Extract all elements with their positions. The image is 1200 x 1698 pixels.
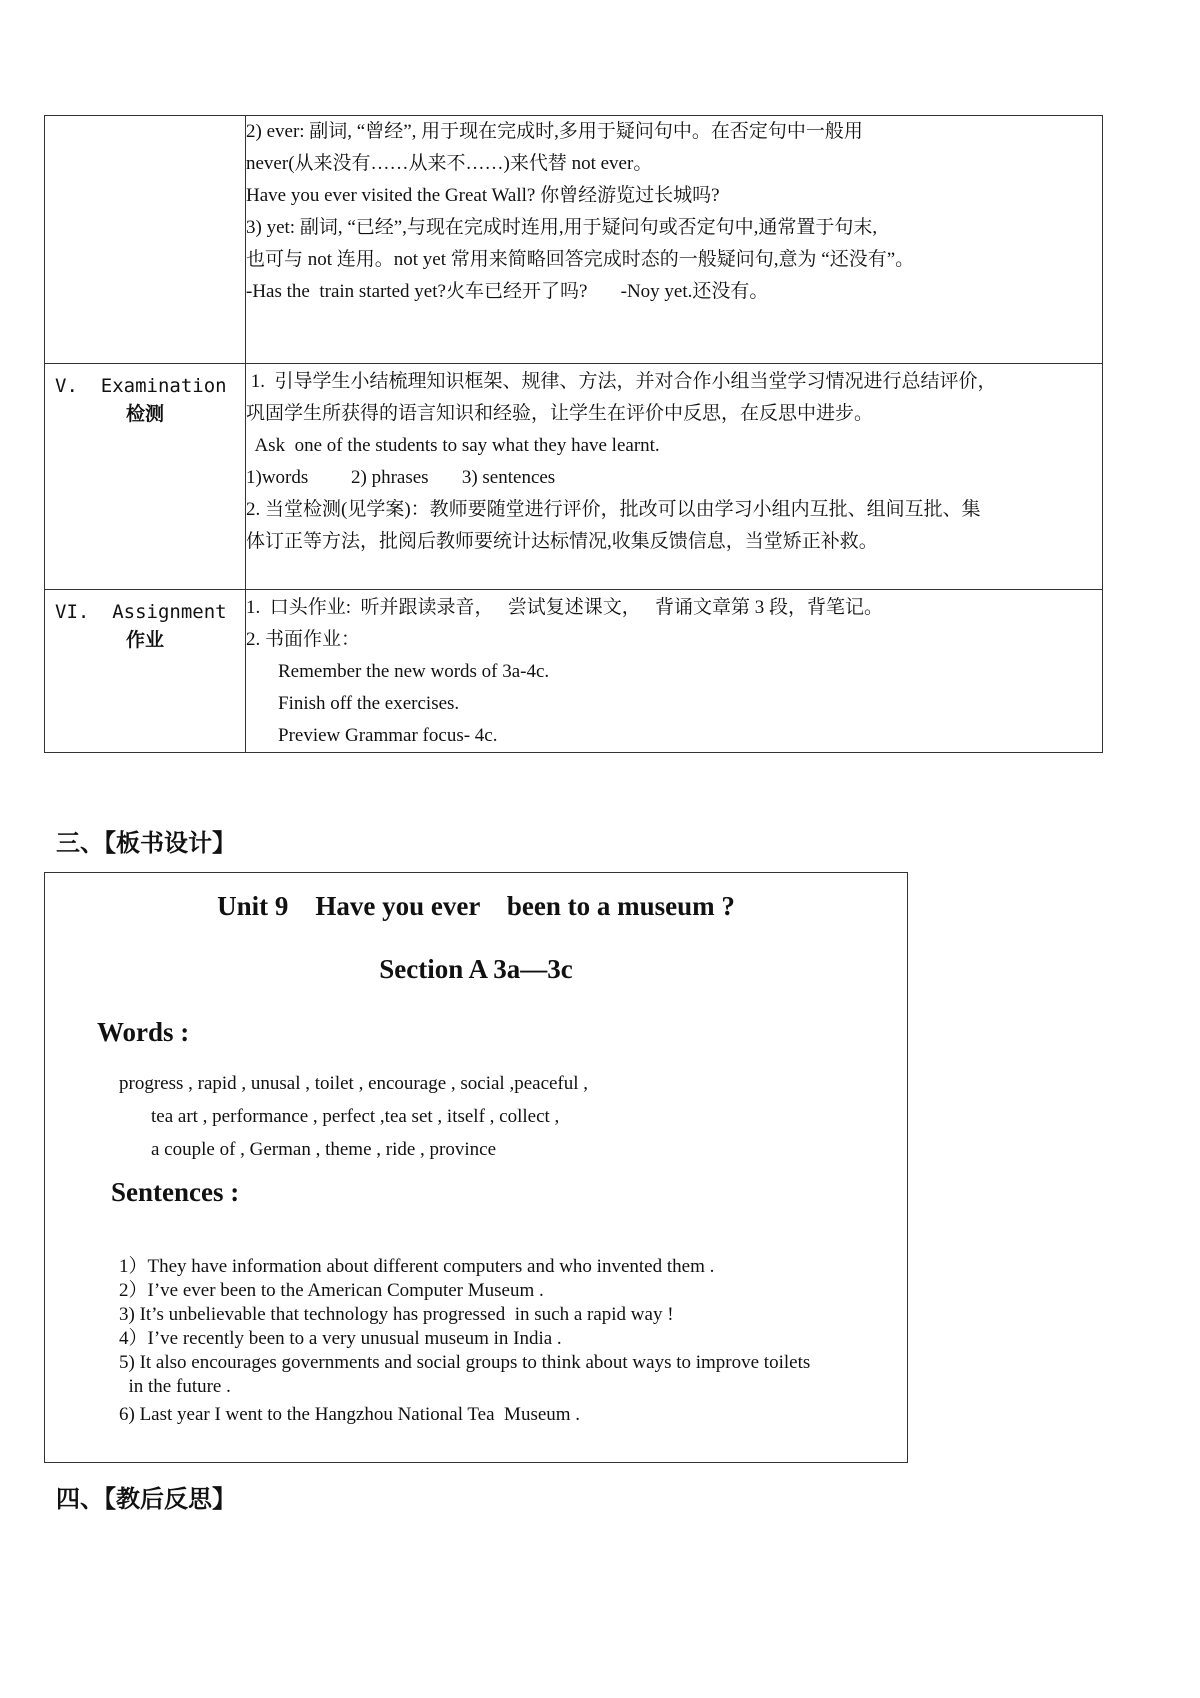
text-line: Preview Grammar focus- 4c.: [278, 725, 498, 746]
stage-label-en: VI. Assignment: [55, 601, 227, 623]
sentence-line: 1）They have information about different computers and who invented them .: [119, 1256, 715, 1277]
lesson-plan-table: [44, 115, 1103, 753]
stage-label-en: V. Examination: [55, 375, 227, 397]
text-line: -Has the train started yet?火车已经开了吗? -Noy yet.还没有。: [246, 281, 769, 302]
text-line: Finish off the exercises.: [278, 693, 460, 714]
text-line: 2) ever: 副词, “曾经”, 用于现在完成时,多用于疑问句中。在否定句中一般用: [246, 121, 863, 142]
text-line: 2. 当堂检测(见学案)：教师要随堂进行评价，批改可以由学习小组内互批、组间互批、集: [246, 499, 981, 520]
words-line: progress , rapid , unusal , toilet , encourage , social ,peaceful ,: [119, 1073, 589, 1094]
sentence-line: 6) Last year I went to the Hangzhou National Tea Museum .: [119, 1404, 581, 1425]
stage-label-zh: 检测: [125, 403, 164, 425]
content-cell-assignment: [246, 590, 1103, 753]
text-line: 体订正等方法，批阅后教师要统计达标情况,收集反馈信息，当堂矫正补救。: [246, 531, 878, 552]
content-cell-examination: [246, 364, 1103, 590]
text-line: Have you ever visited the Great Wall? 你曾经游览过长城吗?: [246, 185, 720, 206]
words-line: a couple of , German , theme , ride , province: [151, 1139, 497, 1160]
stage-label-zh: 作业: [125, 629, 164, 651]
stage-cell-assignment: [45, 590, 246, 753]
sentences-label: Sentences :: [111, 1177, 240, 1207]
sentence-line: 2）I’ve ever been to the American Computer Museum .: [119, 1280, 544, 1301]
table-row-continuation: [45, 116, 1103, 364]
text-line: Remember the new words of 3a-4c.: [278, 661, 550, 682]
table-row-examination: [45, 364, 1103, 590]
text-line: Ask one of the students to say what they have learnt.: [246, 435, 660, 456]
stage-cell-empty: [45, 116, 246, 364]
text-line: 1)words 2) phrases 3) sentences: [246, 467, 556, 488]
board-subtitle: Section A 3a—3c: [379, 954, 573, 984]
text-line: 1. 口头作业: 听并跟读录音， 尝试复述课文， 背诵文章第 3 段，背笔记。: [246, 597, 884, 618]
sentence-line: 3) It’s unbelievable that technology has progressed in such a rapid way !: [119, 1304, 674, 1325]
board-title: Unit 9 Have you ever been to a museum ?: [217, 891, 735, 921]
sentence-line: 4）I’ve recently been to a very unusual museum in India .: [119, 1328, 562, 1349]
words-label: Words :: [97, 1017, 190, 1047]
heading-board-design: 三、【板书设计】: [56, 829, 236, 857]
sentence-line: in the future .: [119, 1376, 231, 1397]
table-row-assignment: [45, 590, 1103, 753]
text-line: 也可与 not 连用。not yet 常用来简略回答完成时态的一般疑问句,意为 “还没有”。: [246, 249, 915, 270]
words-line: tea art , performance , perfect ,tea set , itself , collect ,: [151, 1106, 560, 1127]
text-line: 1. 引导学生小结梳理知识框架、规律、方法，并对合作小组当堂学习情况进行总结评价，: [246, 371, 997, 392]
text-line: 巩固学生所获得的语言知识和经验，让学生在评价中反思，在反思中进步。: [246, 403, 874, 424]
text-line: 2. 书面作业：: [246, 629, 361, 650]
stage-cell-examination: [45, 364, 246, 590]
content-cell-grammar: [246, 116, 1103, 364]
text-line: never(从来没有……从来不……)来代替 not ever。: [246, 153, 653, 174]
board-design-box: [44, 872, 908, 1463]
text-line: 3) yet: 副词, “已经”,与现在完成时连用,用于疑问句或否定句中,通常置于句末,: [246, 217, 878, 238]
heading-reflection: 四、【教后反思】: [56, 1485, 236, 1513]
sentence-line: 5) It also encourages governments and social groups to think about ways to improve toilets: [119, 1352, 811, 1373]
